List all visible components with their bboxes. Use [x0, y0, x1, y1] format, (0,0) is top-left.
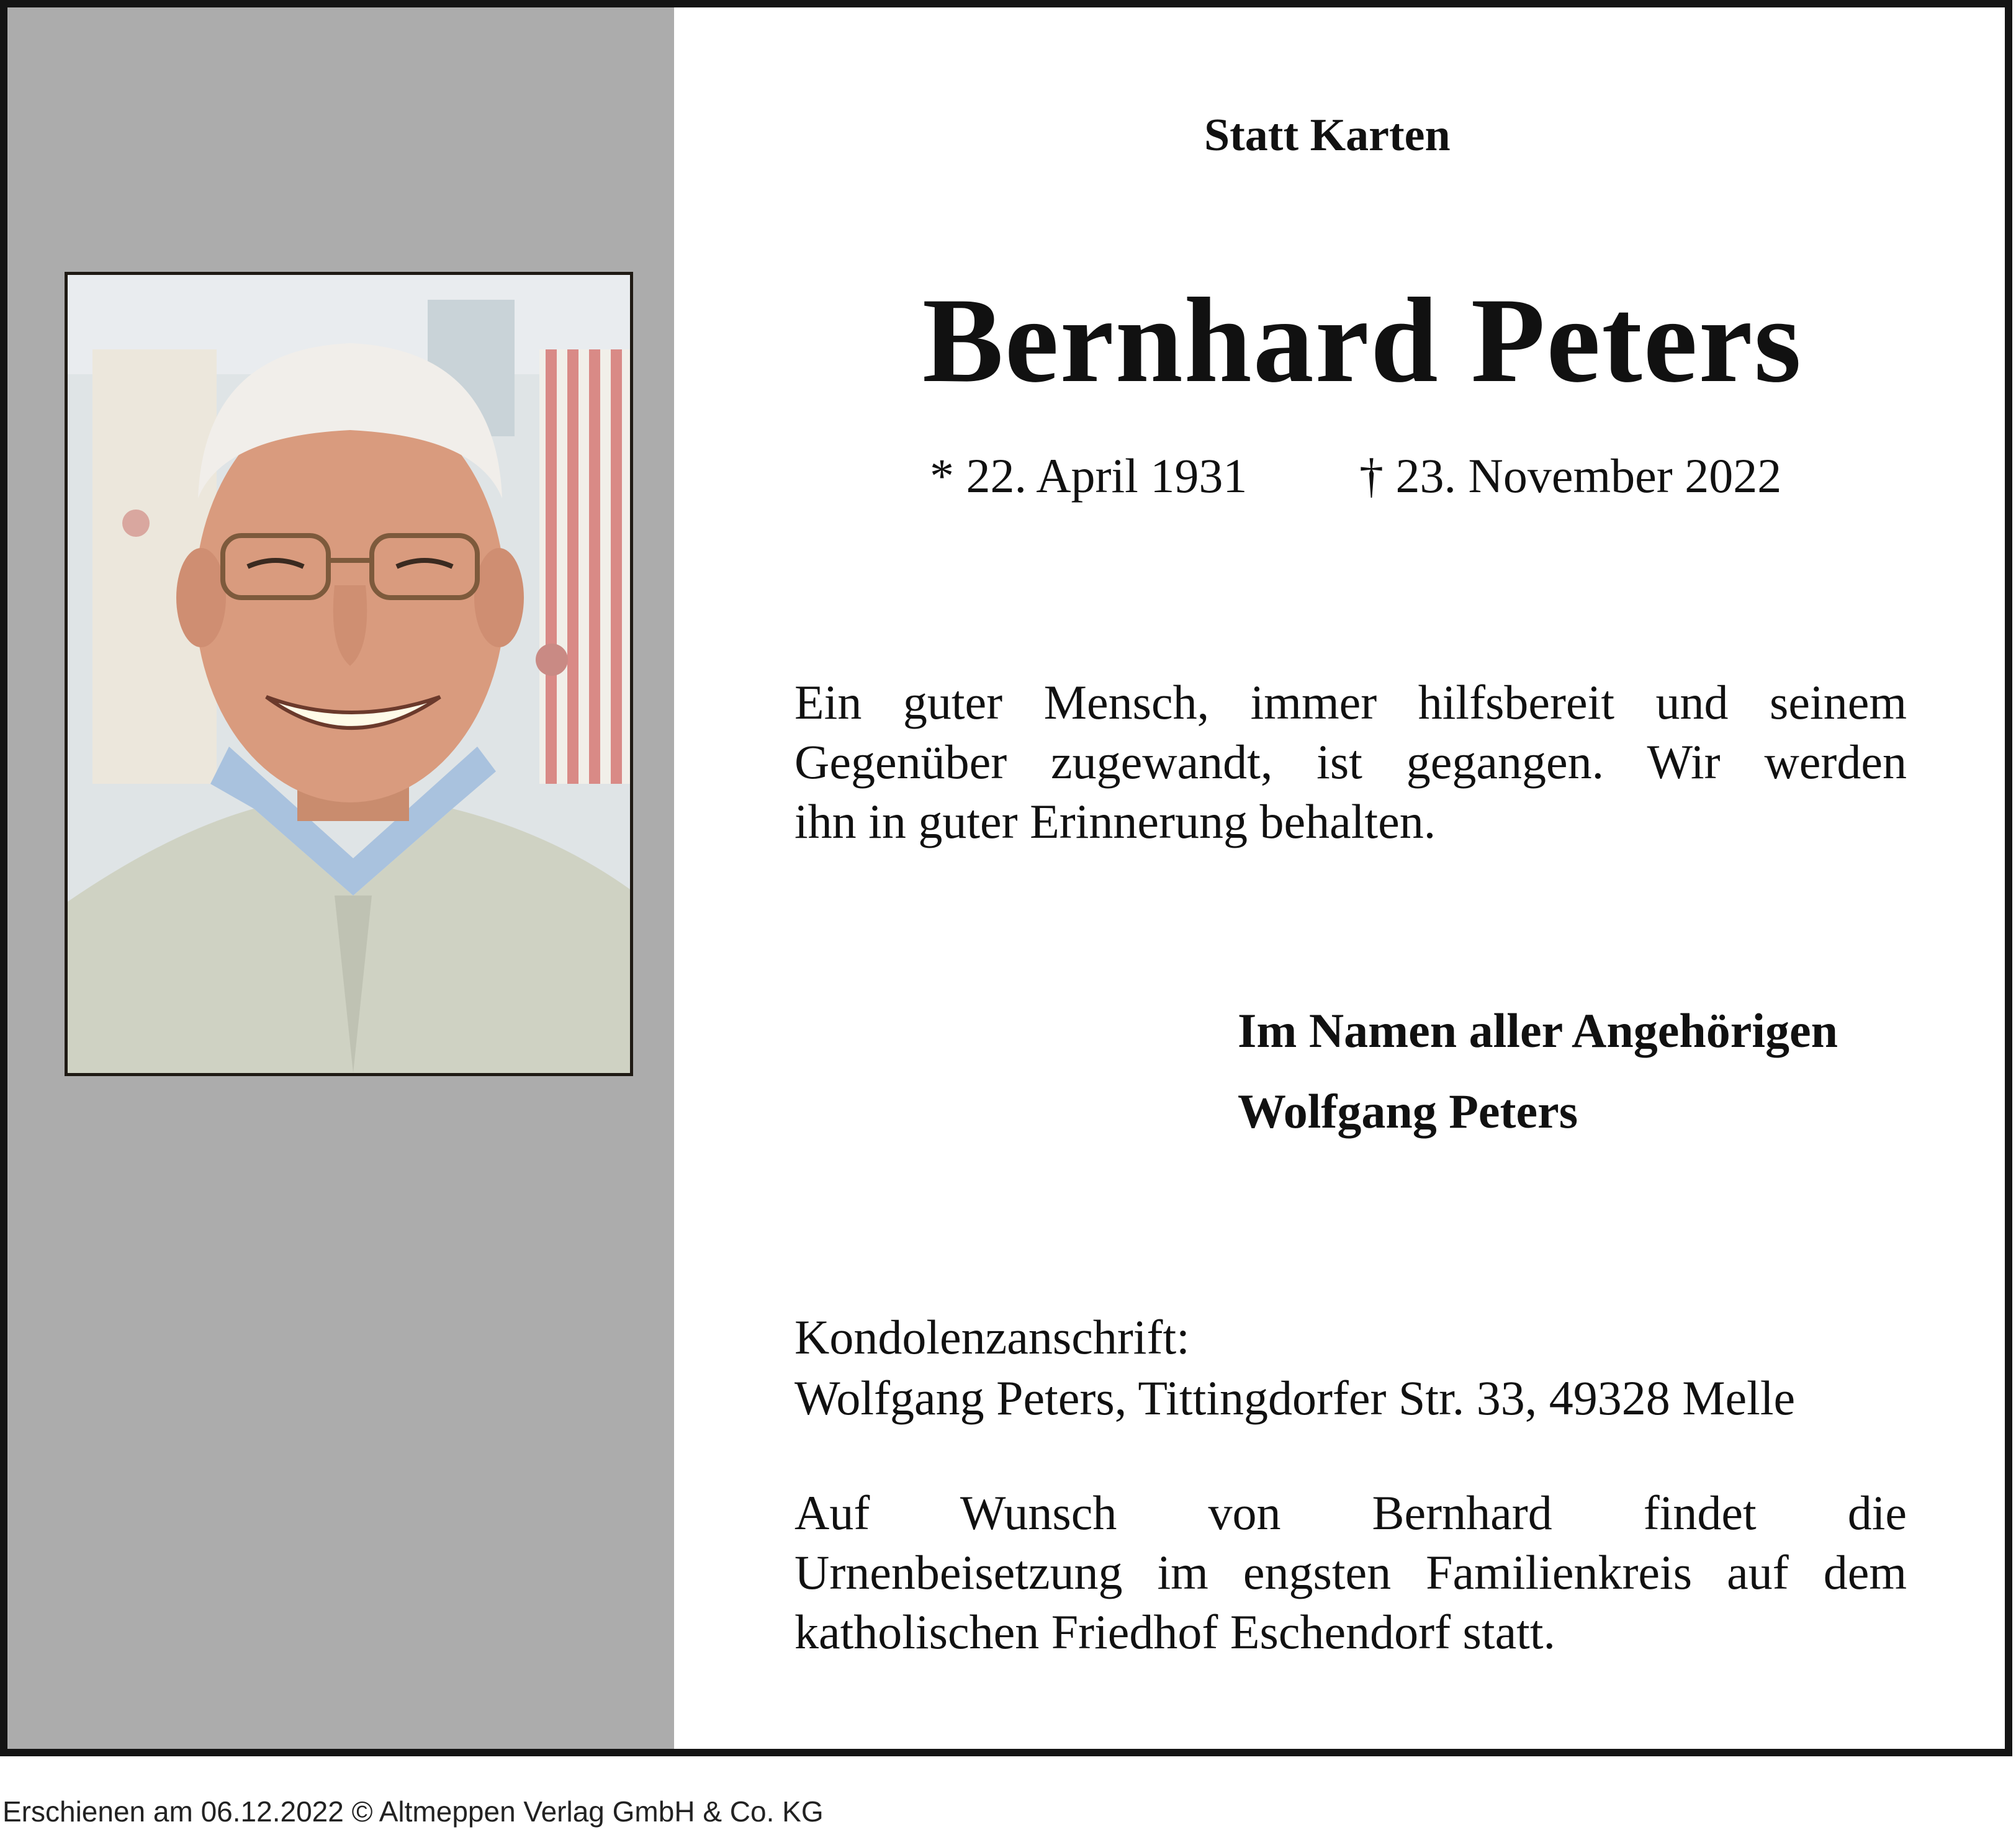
birth-date: * 22. April 1931	[930, 449, 1248, 503]
address-label: Kondolenzanschrift:	[794, 1310, 1190, 1364]
portrait-illustration	[68, 275, 630, 1073]
tribute-text	[794, 673, 1907, 851]
striped-curtain	[539, 349, 630, 784]
death-date: † 23. November 2022	[1359, 449, 1782, 503]
signature-name: Wolfgang Peters	[1238, 1084, 1578, 1138]
burial-line: Auf Wunsch von Bernhard findet die	[794, 1486, 1907, 1540]
tribute-line: Ein guter Mensch, immer hilfsbereit und seinem	[794, 675, 1907, 729]
burial-line: Urnenbeisetzung im engsten Familienkreis auf dem	[794, 1545, 1907, 1599]
portrait-photo	[65, 272, 633, 1076]
side-panel	[7, 7, 674, 1749]
burial-text	[794, 1483, 1907, 1662]
tribute-line: Gegenüber zugewandt, ist gegangen. Wir werden	[794, 735, 1907, 789]
publication-footer: Erschienen am 06.12.2022 © Altmeppen Verlag GmbH & Co. KG	[2, 1795, 824, 1828]
intro-heading: Statt Karten	[1204, 110, 1451, 161]
burial-line: katholischen Friedhof Eschendorf statt.	[794, 1605, 1556, 1659]
tribute-line: ihn in guter Erinnerung behalten.	[794, 794, 1436, 848]
signature-line: Im Namen aller Angehörigen	[1238, 1004, 1838, 1057]
deceased-name: Bernhard Peters	[922, 273, 1802, 408]
condolence-address: Wolfgang Peters, Tittingdorfer Str. 33, 49328 Melle	[794, 1371, 1796, 1425]
